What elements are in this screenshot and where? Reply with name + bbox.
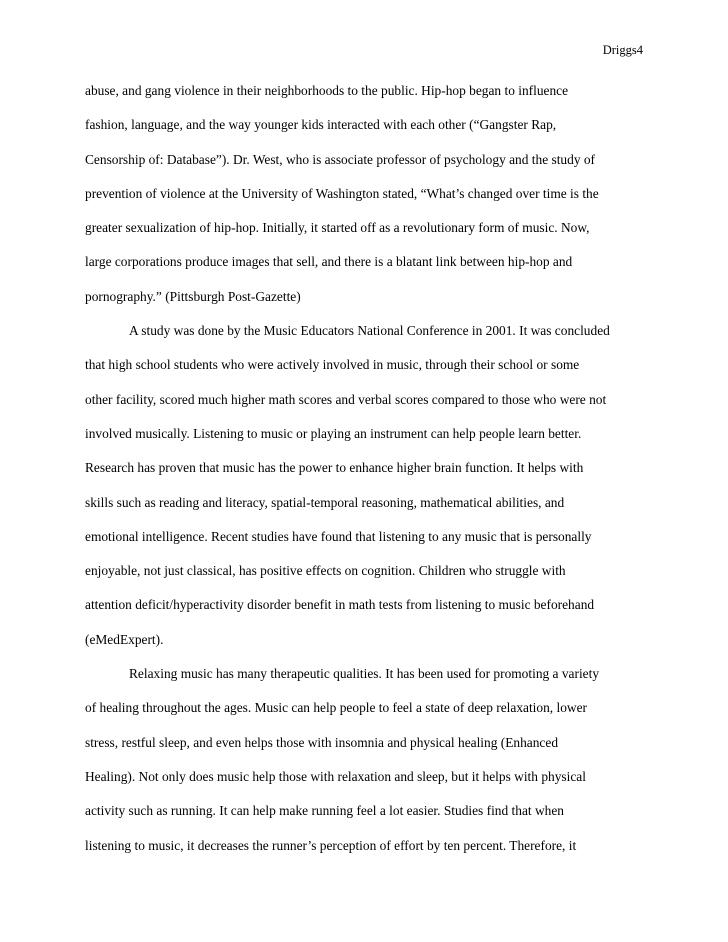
page-header: Driggs4 xyxy=(602,43,643,57)
text-line: stress, restful sleep, and even helps those with insomnia and physical healing (Enhanced xyxy=(85,734,559,750)
text-line: Healing). Not only does music help those with relaxation and sleep, but it helps with physical xyxy=(85,768,586,784)
text-line: fashion, language, and the way younger kids interacted with each other (“Gangster Rap, xyxy=(85,117,557,133)
text-line: attention deficit/hyperactivity disorder benefit in math tests from listening to music beforehand xyxy=(85,597,595,613)
text-line: skills such as reading and literacy, spatial-temporal reasoning, mathematical abilities, and xyxy=(85,494,565,510)
text-line: listening to music, it decreases the runner’s perception of effort by ten percent. Therefore, it xyxy=(85,837,577,853)
text-line: emotional intelligence. Recent studies have found that listening to any music that is personally xyxy=(85,528,592,544)
text-line: other facility, scored much higher math scores and verbal scores compared to those who were not xyxy=(85,391,607,407)
text-line: Research has proven that music has the power to enhance higher brain function. It helps with xyxy=(85,460,584,476)
text-line: enjoyable, not just classical, has positive effects on cognition. Children who struggle with xyxy=(85,563,566,579)
document-body xyxy=(85,80,645,869)
text-line: pornography.” (Pittsburgh Post-Gazette) xyxy=(85,288,301,304)
text-line: of healing throughout the ages. Music can help people to feel a state of deep relaxation, lower xyxy=(85,700,587,716)
text-line: greater sexualization of hip-hop. Initially, it started off as a revolutionary form of music. Now, xyxy=(85,220,590,236)
paragraph-first-line: Relaxing music has many therapeutic qualities. It has been used for promoting a variety xyxy=(129,666,600,682)
text-line: (eMedExpert). xyxy=(85,631,164,647)
text-line: abuse, and gang violence in their neighborhoods to the public. Hip-hop began to influence xyxy=(85,83,569,98)
text-line: involved musically. Listening to music or playing an instrument can help people learn better. xyxy=(85,425,582,441)
text-line: prevention of violence at the University of Washington stated, “What’s changed over time is the xyxy=(85,185,599,201)
text-line: activity such as running. It can help make running feel a lot easier. Studies find that when xyxy=(85,803,564,819)
paragraph-first-line: A study was done by the Music Educators National Conference in 2001. It was concluded xyxy=(129,323,610,339)
text-line: Censorship of: Database”). Dr. West, who is associate professor of psychology and the study of xyxy=(85,151,596,167)
text-line: large corporations produce images that sell, and there is a blatant link between hip-hop and xyxy=(85,254,573,270)
text-line: that high school students who were actively involved in music, through their school or some xyxy=(85,357,580,373)
